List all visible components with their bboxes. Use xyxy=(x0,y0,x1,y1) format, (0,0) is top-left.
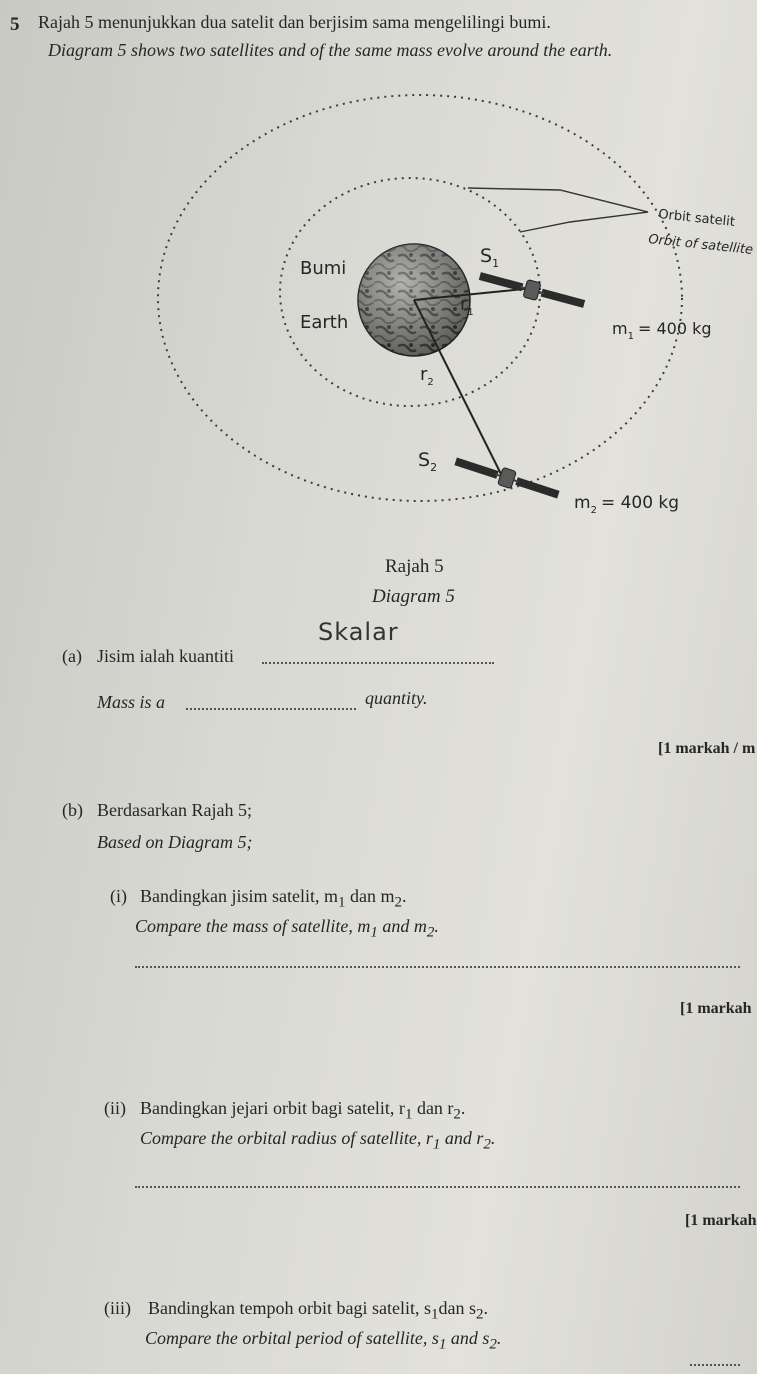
radius-r2-label: $r_2$ xyxy=(420,364,434,388)
part-b-ii-answer-line[interactable] xyxy=(135,1186,740,1188)
part-b-iii-text-malay: Bandingkan tempoh orbit bagi satelit, $s_1dan$ $s_2$. xyxy=(148,1298,488,1323)
orbit-label-english: Orbit of satellite xyxy=(647,232,754,258)
part-a-text-malay: Jisim ialah kuantiti xyxy=(97,646,234,666)
part-b-label: (b) xyxy=(62,800,83,820)
part-b-i-label: (i) xyxy=(110,886,127,906)
earth-label-malay: Bumi xyxy=(300,258,347,279)
part-b-iii-text-english: Compare the orbital period of satellite, $s_1$ and $s_2$. xyxy=(145,1328,502,1353)
part-a-text-english-start: Mass is a xyxy=(97,692,166,712)
earth-label-english: Earth xyxy=(300,312,349,333)
orbit-label-pointer xyxy=(468,188,648,232)
question-number: 5 xyxy=(10,14,20,35)
part-a-label: (a) xyxy=(62,646,82,666)
orbit-label-malay: Orbit satelit xyxy=(657,207,736,231)
diagram-caption-english: Diagram 5 xyxy=(372,586,455,607)
satellite-2-icon xyxy=(453,453,561,503)
satellite-1-icon xyxy=(478,267,587,312)
question-stem-malay: Rajah 5 menunjukkan dua satelit dan berjisim sama mengelilingi bumi. xyxy=(38,12,551,32)
part-b-ii-text-english: Compare the orbital radius of satellite, $r_1$ and $r_2$. xyxy=(140,1128,496,1153)
satellite-1-label: $S_1$ xyxy=(480,245,500,270)
part-b-i-text-english: Compare the mass of satellite, $m_1$ and $m_2$. xyxy=(135,916,439,941)
part-a-text-english-end: quantity. xyxy=(365,688,428,708)
part-a-handwritten-answer: Skalar xyxy=(318,618,399,646)
satellite-2-label: $S_2$ xyxy=(418,449,438,474)
part-b-ii-label: (ii) xyxy=(104,1098,126,1118)
part-a-marks: [1 markah / m xyxy=(658,740,756,757)
part-b-iii-answer-line[interactable] xyxy=(690,1364,740,1366)
part-b-i-text-malay: Bandingkan jisim satelit, $m_1$ dan $m_2$. xyxy=(140,886,407,911)
question-stem-english: Diagram 5 shows two satellites and of the same mass evolve around the earth. xyxy=(48,40,613,60)
part-b-ii-marks: [1 markah xyxy=(685,1212,757,1229)
radius-r1-label: $r_1$ xyxy=(460,294,474,318)
part-b-intro-english: Based on Diagram 5; xyxy=(97,832,253,852)
part-a-answer-line-1[interactable] xyxy=(262,662,494,664)
part-b-intro-malay: Berdasarkan Rajah 5; xyxy=(97,800,252,820)
mass-m1-label: $m_1 = 400$ kg xyxy=(612,319,712,342)
part-b-ii-text-malay: Bandingkan jejari orbit bagi satelit, $r_1$ dan $r_2$. xyxy=(140,1098,466,1123)
part-b-i-marks: [1 markah xyxy=(680,1000,752,1017)
diagram-caption-malay: Rajah 5 xyxy=(385,556,444,577)
satellite-orbit-diagram xyxy=(0,0,754,540)
part-b-i-answer-line[interactable] xyxy=(135,966,740,968)
part-a-answer-line-2[interactable] xyxy=(186,708,356,710)
part-b-iii-label: (iii) xyxy=(104,1298,131,1318)
mass-m2-label: $m_2 = 400$ kg xyxy=(574,493,680,516)
